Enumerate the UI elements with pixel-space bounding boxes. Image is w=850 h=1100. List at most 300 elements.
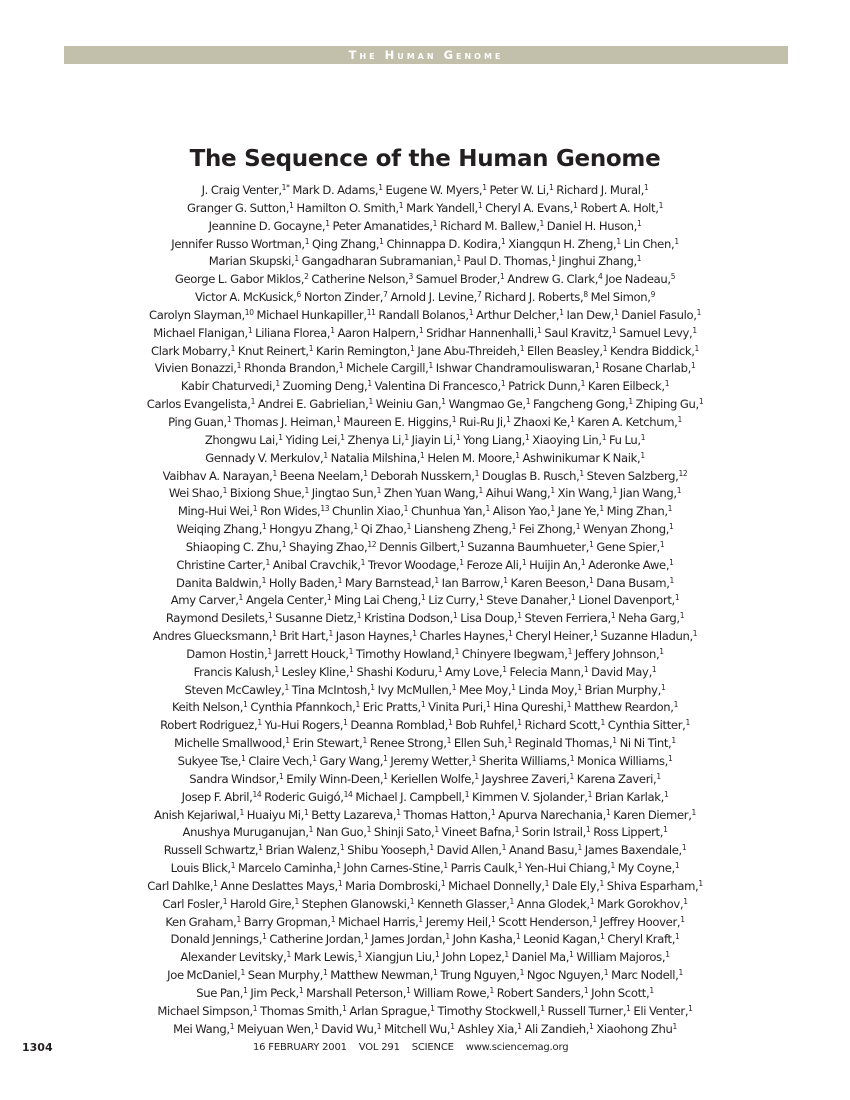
- affiliation-marker: 1: [691, 807, 696, 817]
- author-name: Shiaoping C. Zhu,: [185, 539, 282, 554]
- author-name: Ian Dew,: [566, 307, 614, 322]
- affiliation-marker: 1: [403, 504, 409, 514]
- author-line: [60, 789, 790, 807]
- affiliation-marker: 1: [455, 432, 461, 442]
- affiliation-marker: 1: [398, 200, 404, 210]
- affiliation-marker: 1: [338, 361, 344, 371]
- affiliation-marker: 1: [669, 522, 674, 532]
- author-name: Brian Walenz,: [265, 843, 340, 858]
- affiliation-marker: 1: [601, 432, 607, 442]
- affiliation-marker: 1: [589, 1021, 594, 1031]
- affiliation-marker: 1: [680, 914, 685, 924]
- author-name: Stephen Glanowski,: [301, 896, 410, 911]
- affiliation-marker: 1: [612, 486, 617, 496]
- affiliation-marker: 1: [664, 379, 670, 389]
- author-name: Kabir Chaturvedi,: [180, 379, 276, 394]
- affiliation-marker: 1: [213, 878, 218, 888]
- author-name: Mark Lewis,: [293, 950, 358, 965]
- affiliation-marker: 1: [471, 754, 476, 763]
- author-name: Arnold J. Levine,: [390, 290, 478, 305]
- affiliation-marker: 1: [267, 646, 272, 656]
- author-name: Catherine Nelson,: [311, 272, 409, 287]
- author-line: [60, 735, 790, 753]
- author-name: Zhen Yuan Wang,: [383, 486, 479, 501]
- affiliation-marker: 1: [610, 611, 616, 621]
- affiliation-marker: 1: [459, 557, 464, 567]
- affiliation-marker: 1: [474, 771, 479, 781]
- author-name: Danita Baldwin,: [176, 575, 262, 590]
- affiliation-marker: 1: [406, 985, 411, 995]
- author-line: [60, 218, 790, 236]
- author-name: Steve Danaher,: [486, 593, 572, 608]
- author-name: Donald Jennings,: [170, 932, 263, 947]
- author-name: Norton Zinder,: [303, 290, 384, 305]
- affiliation-marker: 1: [446, 736, 451, 746]
- affiliation-marker: 1: [524, 432, 530, 442]
- affiliation-marker: 1: [519, 343, 525, 353]
- affiliation-marker: 1: [605, 807, 611, 817]
- author-name: Christine Carter,: [176, 557, 266, 572]
- author-name: Amy Love,: [445, 664, 503, 679]
- author-line: [60, 200, 790, 218]
- affiliation-marker: 1: [368, 397, 373, 407]
- author-name: Anand Basu,: [508, 843, 578, 858]
- affiliation-marker: 1: [525, 397, 531, 407]
- affiliation-marker: 1: [551, 254, 556, 264]
- affiliation-marker: 1: [418, 325, 424, 335]
- author-name: Carl Dahlke,: [147, 878, 214, 893]
- affiliation-marker: 1: [262, 932, 267, 942]
- author-name: Jinghui Zhang,: [558, 254, 637, 269]
- author-name: Jane Ye,: [557, 504, 600, 519]
- author-name: Karen A. Ketchum,: [577, 414, 678, 429]
- author-name: Russell Turner,: [547, 1003, 627, 1018]
- author-name: Jeremy Heil,: [425, 914, 492, 929]
- affiliation-marker: 1: [577, 682, 582, 692]
- author-name: Matthew Newman,: [330, 968, 434, 983]
- affiliation-marker: 1: [674, 861, 680, 871]
- affiliation-marker: 1: [477, 200, 483, 210]
- affiliation-marker: 1: [504, 950, 509, 960]
- affiliation-marker: 1: [681, 843, 687, 853]
- affiliation-marker: 1: [239, 807, 244, 817]
- author-name: Patrick Dunn,: [508, 379, 581, 394]
- author-name: Carolyn Slayman,: [148, 307, 245, 322]
- affiliation-marker: 1: [478, 486, 483, 496]
- author-name: Ellen Suh,: [453, 736, 508, 751]
- affiliation-marker: 1: [348, 646, 354, 656]
- author-line: [60, 628, 790, 646]
- author-name: Michael Flanigan,: [153, 325, 248, 340]
- author-name: Bixiong Shue,: [229, 486, 305, 501]
- affiliation-marker: 1: [243, 985, 248, 995]
- affiliation-marker: 1: [222, 896, 228, 906]
- author-name: Steven McCawley,: [184, 682, 285, 697]
- affiliation-marker: 1: [692, 325, 697, 335]
- author-name: Aihui Wang,: [485, 486, 551, 501]
- author-line: [60, 896, 790, 914]
- author-name: Reginald Thomas,: [514, 736, 613, 751]
- affiliation-marker: 1: [539, 218, 544, 228]
- affiliation-marker: 1: [517, 861, 523, 871]
- affiliation-marker: 1: [640, 432, 646, 442]
- affiliation-marker: 1: [294, 896, 299, 906]
- author-line: [60, 575, 790, 593]
- affiliation-marker: 1: [440, 878, 446, 888]
- affiliation-marker: 3: [408, 272, 413, 282]
- author-name: Sherita Williams,: [478, 754, 570, 768]
- affiliation-marker: 7: [383, 290, 388, 300]
- affiliation-marker: 7: [477, 290, 482, 300]
- journal-website-link[interactable]: www.sciencemag.org: [465, 1042, 569, 1053]
- author-name: Gary Wang,: [319, 754, 384, 768]
- affiliation-marker: 1: [308, 825, 314, 835]
- affiliation-marker: 1: [577, 843, 582, 853]
- affiliation-marker: 1: [696, 307, 701, 317]
- affiliation-marker: 1: [376, 486, 381, 496]
- affiliation-marker: 1: [406, 522, 412, 532]
- author-name: Aaron Halpern,: [337, 325, 419, 340]
- affiliation-marker: 1: [357, 950, 362, 960]
- page-number: 1304: [22, 1041, 53, 1054]
- author-name: David Allen,: [436, 843, 502, 858]
- author-name: Keriellen Wolfe,: [390, 771, 475, 786]
- affiliation-marker: 1: [656, 771, 661, 781]
- affiliation-marker: 1: [663, 825, 668, 835]
- affiliation-marker: 1: [304, 236, 310, 246]
- affiliation-marker: 1: [500, 379, 506, 389]
- author-name: Zuoming Deng,: [282, 379, 368, 394]
- author-name: Jingtao Sun,: [311, 486, 377, 501]
- affiliation-marker: 1: [261, 575, 267, 585]
- author-name: Richard J. Mural,: [556, 183, 644, 197]
- affiliation-marker: 1: [412, 629, 417, 639]
- author-name: Weiqing Zhang,: [176, 522, 263, 537]
- affiliation-marker: 1: [434, 950, 440, 960]
- affiliation-marker: 1: [517, 718, 522, 728]
- author-name: Jayshree Zaveri,: [481, 771, 570, 786]
- author-line: [60, 182, 790, 200]
- author-name: Cynthia Pfannkoch,: [250, 700, 356, 715]
- author-name: Thomas Hatton,: [403, 807, 491, 822]
- author-name: Kimmen V. Sjolander,: [471, 789, 588, 804]
- author-name: Dana Busam,: [596, 575, 670, 590]
- author-name: Alexander Levitsky,: [180, 950, 287, 965]
- affiliation-marker: 1: [325, 218, 330, 228]
- affiliation-marker: 1: [665, 950, 670, 960]
- author-name: Mel Simon,: [590, 290, 651, 305]
- author-name: Arthur Delcher,: [475, 307, 560, 322]
- author-name: Shaying Zhao,: [288, 539, 368, 554]
- author-name: Jiayin Li,: [411, 432, 456, 447]
- affiliation-marker: 1: [659, 646, 664, 656]
- author-name: Daniel Fasulo,: [621, 307, 697, 322]
- affiliation-marker: 1: [589, 575, 594, 585]
- affiliation-marker: 1: [258, 843, 263, 853]
- author-name: Andrei E. Gabrielian,: [257, 397, 369, 412]
- author-name: Ian Barrow,: [441, 575, 504, 590]
- author-name: Catherine Jordan,: [269, 932, 364, 947]
- author-name: Beena Neelam,: [279, 468, 364, 483]
- affiliation-marker: 1: [363, 468, 368, 478]
- affiliation-marker: 1: [491, 914, 496, 924]
- author-name: Ashley Xia,: [457, 1021, 518, 1036]
- author-name: Karen Beeson,: [510, 575, 590, 590]
- article-title: The Sequence of the Human Genome: [189, 146, 661, 172]
- affiliation-marker: 1: [252, 504, 258, 514]
- author-line: [60, 485, 790, 503]
- author-line: [60, 325, 790, 343]
- affiliation-marker: 1: [285, 736, 290, 746]
- affiliation-marker: 1: [508, 629, 513, 639]
- author-name: Brian Karlak,: [594, 789, 664, 804]
- affiliation-marker: 1: [289, 200, 294, 210]
- affiliation-marker: 2: [304, 272, 309, 282]
- author-name: Leonid Kagan,: [523, 932, 601, 947]
- author-name: Mitchell Wu,: [384, 1021, 451, 1036]
- affiliation-marker: 1: [278, 432, 283, 442]
- author-name: Vinita Puri,: [428, 700, 487, 715]
- author-name: Marshall Peterson,: [306, 985, 407, 1000]
- author-name: Jeannine D. Gocayne,: [208, 218, 326, 233]
- author-name: Chinnappa D. Kodira,: [386, 236, 501, 251]
- author-name: Ellen Beasley,: [527, 343, 603, 358]
- affiliation-marker: 10: [244, 307, 254, 317]
- affiliation-marker: 1: [515, 450, 520, 460]
- author-name: Xin Wang,: [557, 486, 613, 501]
- author-name: Josep F. Abril,: [181, 789, 253, 804]
- author-name: Lisa Doup,: [460, 611, 518, 626]
- affiliation-marker: 1: [679, 611, 685, 621]
- author-name: Sridhar Hannenhalli,: [426, 325, 538, 340]
- author-name: Yiding Lei,: [285, 432, 341, 447]
- author-name: Joe Nadeau,: [605, 272, 671, 287]
- affiliation-marker: 1: [616, 236, 621, 246]
- affiliation-marker: 1: [600, 718, 605, 728]
- author-line: [60, 860, 790, 878]
- author-name: Kenneth Glasser,: [417, 896, 510, 911]
- author-line: [60, 931, 790, 949]
- affiliation-marker: 1: [312, 754, 317, 763]
- author-name: Jian Wang,: [619, 486, 677, 501]
- author-name: Meiyuan Wen,: [236, 1021, 314, 1036]
- author-name: Gangadharan Subramanian,: [301, 254, 457, 269]
- author-line: [60, 717, 790, 735]
- author-line: [60, 949, 790, 967]
- affiliation-marker: 1: [378, 183, 383, 192]
- affiliation-marker: 1: [243, 700, 248, 710]
- author-name: Sukyee Tse,: [177, 754, 242, 768]
- affiliation-marker: 1: [589, 539, 594, 549]
- affiliation-marker: 1: [678, 968, 683, 978]
- affiliation-marker: 11: [366, 307, 376, 317]
- affiliation-marker: 1: [379, 236, 384, 246]
- author-name: John Kasha,: [452, 932, 516, 947]
- affiliation-marker: 1: [434, 575, 439, 585]
- affiliation-marker: 1: [688, 1003, 693, 1013]
- affiliation-marker: 1: [360, 557, 366, 567]
- author-line: [60, 914, 790, 932]
- author-name: Betty Lazareva,: [311, 807, 397, 822]
- affiliation-marker: 1: [451, 414, 457, 424]
- author-name: Peter W. Li,: [489, 183, 550, 197]
- author-name: Karin Remington,: [316, 343, 411, 358]
- affiliation-marker: 1: [222, 486, 228, 496]
- affiliation-marker: 1: [540, 1003, 545, 1013]
- affiliation-marker: 1: [236, 361, 241, 371]
- author-name: Wangmao Ge,: [448, 397, 526, 412]
- affiliation-marker: 1: [514, 825, 519, 835]
- author-name: Ming-Hui Wei,: [177, 504, 253, 519]
- author-name: Peter Amanatides,: [332, 218, 433, 233]
- affiliation-marker: 1: [683, 896, 688, 906]
- affiliation-marker: 1: [420, 593, 426, 603]
- author-name: Ngoc Nguyen,: [526, 968, 604, 983]
- affiliation-marker: 1: [694, 343, 699, 353]
- author-name: Liz Curry,: [428, 593, 480, 608]
- affiliation-marker: 1: [509, 896, 514, 906]
- author-name: Ivy McMullen,: [377, 682, 452, 697]
- affiliation-marker: 1: [298, 985, 304, 995]
- author-name: James Jordan,: [371, 932, 446, 947]
- affiliation-marker: 12: [367, 539, 377, 549]
- author-name: Anish Kejariwal,: [154, 807, 240, 822]
- affiliation-marker: 1: [599, 878, 604, 888]
- author-name: Richard M. Ballew,: [439, 218, 540, 233]
- author-name: Robert Rodriguez,: [160, 718, 258, 733]
- affiliation-marker: 14: [343, 789, 353, 799]
- affiliation-marker: 1: [580, 557, 586, 567]
- affiliation-marker: 1: [685, 718, 690, 728]
- affiliation-marker: 1: [549, 183, 554, 192]
- affiliation-marker: 1: [659, 539, 665, 549]
- author-name: Renee Strong,: [369, 736, 447, 751]
- author-name: Andres Gluecksmann,: [152, 629, 273, 644]
- affiliation-marker: 1: [420, 450, 425, 460]
- author-name: David Wu,: [321, 1021, 377, 1036]
- author-name: Aderonke Awe,: [588, 557, 670, 572]
- affiliation-marker: 1: [676, 486, 682, 496]
- affiliation-marker: 1: [450, 1021, 455, 1031]
- affiliation-marker: 1: [612, 736, 617, 746]
- affiliation-marker: 1: [409, 896, 415, 906]
- author-name: Damon Hostin,: [186, 646, 268, 661]
- author-name: Russell Schwartz,: [163, 843, 259, 858]
- author-name: Arlan Sprague,: [349, 1003, 431, 1018]
- author-name: Deborah Nusskern,: [370, 468, 475, 483]
- author-name: Erin Stewart,: [292, 736, 363, 751]
- author-name: Trevor Woodage,: [367, 557, 460, 572]
- author-name: Steven Salzberg,: [586, 468, 679, 483]
- author-line: [60, 557, 790, 575]
- author-name: Ron Wides,: [260, 504, 321, 519]
- author-name: Kristina Dodson,: [364, 611, 453, 626]
- author-name: Chinyere Ibegwam,: [461, 646, 568, 661]
- author-name: Deanna Romblad,: [350, 718, 448, 733]
- author-name: Jim Peck,: [250, 985, 299, 1000]
- author-name: Samuel Levy,: [619, 325, 693, 340]
- affiliation-marker: 1: [500, 236, 506, 246]
- author-line: [60, 307, 790, 325]
- author-line: [60, 503, 790, 521]
- author-line: [60, 343, 790, 361]
- author-name: Karen Diemer,: [613, 807, 692, 822]
- affiliation-marker: 1: [240, 968, 245, 978]
- affiliation-marker: 1: [507, 736, 512, 746]
- author-name: Zhaoxi Ke,: [513, 414, 571, 429]
- author-name: Ali Zandieh,: [524, 1021, 590, 1036]
- affiliation-marker: 1: [489, 985, 494, 995]
- affiliation-marker: 1: [583, 985, 589, 995]
- affiliation-marker: 1: [367, 379, 372, 389]
- author-name: Yen-Hui Chiang,: [524, 861, 611, 876]
- author-name: James Baxendale,: [584, 843, 682, 858]
- author-name: Roderic Guigó,: [264, 789, 344, 804]
- author-name: Richard J. Roberts,: [484, 290, 584, 305]
- author-name: Michael Donnelly,: [448, 878, 545, 893]
- author-line: [60, 878, 790, 896]
- author-name: Cheryl A. Evans,: [485, 200, 574, 215]
- affiliation-marker: 1: [499, 272, 505, 282]
- affiliation-marker: 1: [353, 522, 358, 532]
- author-name: Liliana Florea,: [255, 325, 331, 340]
- affiliation-marker: 1: [640, 450, 645, 460]
- author-name: Dale Ely,: [551, 878, 600, 893]
- affiliation-marker: 1: [585, 825, 591, 835]
- author-name: Brian Murphy,: [584, 682, 662, 697]
- affiliation-marker: 1: [437, 664, 443, 674]
- author-name: Ashwinikumar K Naik,: [522, 450, 641, 465]
- author-name: Alison Yao,: [492, 504, 551, 519]
- author-name: Cheryl Heiner,: [515, 629, 594, 644]
- author-name: Carlos Evangelista,: [146, 397, 251, 412]
- affiliation-marker: 1: [262, 522, 267, 532]
- author-line: [60, 967, 790, 985]
- affiliation-marker: 1: [252, 1003, 258, 1013]
- author-name: Natalia Milshina,: [330, 450, 421, 465]
- affiliation-marker: 1: [506, 414, 511, 424]
- author-line: [60, 432, 790, 450]
- author-name: Timothy Stockwell,: [437, 1003, 541, 1018]
- affiliation-marker: 1: [519, 968, 525, 978]
- affiliation-marker: 1: [349, 664, 354, 674]
- affiliation-marker: 1: [636, 254, 642, 264]
- author-name: Shashi Koduru,: [356, 664, 438, 679]
- author-name: Dennis Gilbert,: [379, 539, 460, 554]
- author-line: [60, 468, 790, 486]
- author-name: Xiangjun Liu,: [364, 950, 435, 965]
- author-name: Kendra Biddick,: [609, 343, 695, 358]
- author-name: Suzanne Hladun,: [600, 629, 693, 644]
- affiliation-marker: 1: [580, 379, 586, 389]
- affiliation-marker: 1: [673, 700, 679, 710]
- affiliation-marker: 1: [308, 343, 314, 353]
- affiliation-marker: 1: [339, 843, 345, 853]
- affiliation-marker: 1: [340, 432, 345, 442]
- author-name: Mark Gorokhov,: [596, 896, 684, 911]
- affiliation-marker: 1: [550, 504, 555, 514]
- affiliation-marker: 1: [669, 557, 674, 567]
- author-name: J. Craig Venter,: [201, 183, 282, 197]
- author-name: Shibu Yooseph,: [347, 843, 430, 858]
- affiliation-marker: 1: [404, 432, 409, 442]
- author-name: Maria Dombroski,: [345, 878, 441, 893]
- affiliation-marker: 1: [626, 1003, 631, 1013]
- author-line: [60, 1003, 790, 1021]
- affiliation-marker: 1: [502, 664, 507, 674]
- author-name: Eli Venter,: [633, 1003, 689, 1018]
- affiliation-marker: 6: [296, 290, 301, 300]
